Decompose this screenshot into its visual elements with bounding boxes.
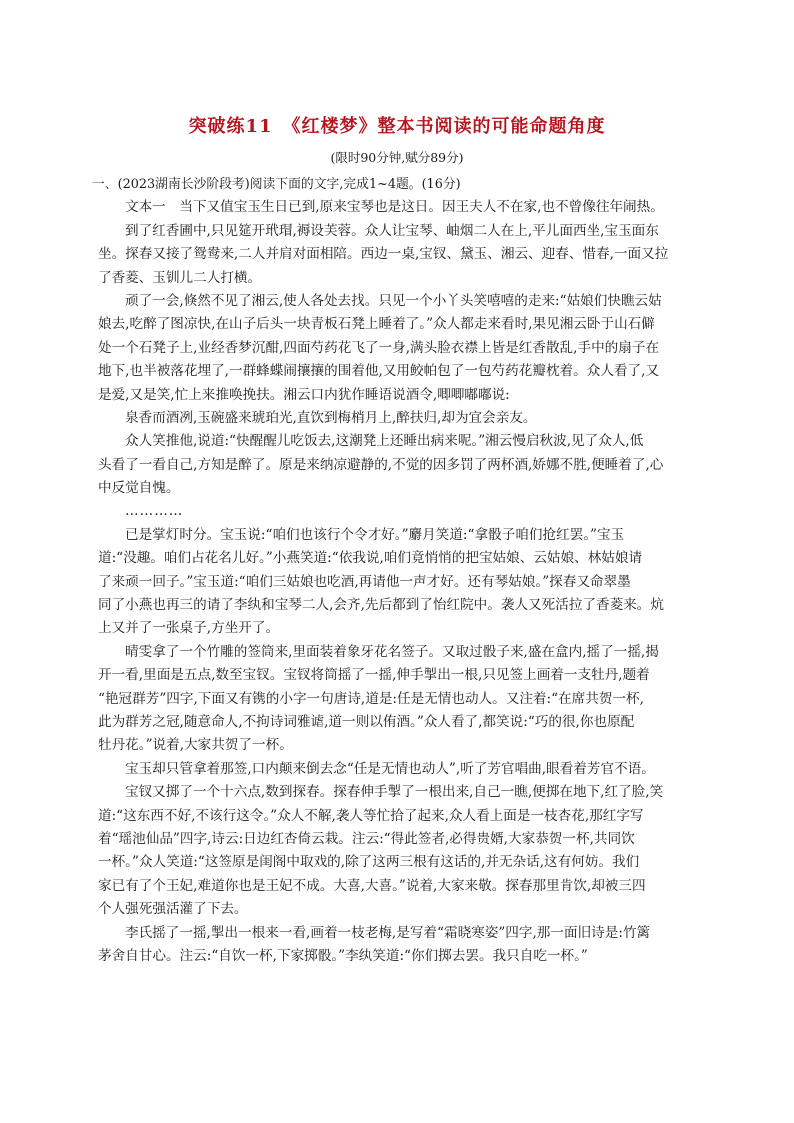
text-line: 道:“这东西不好,不该行这令。”众人不解,袭人等忙拾了起来,众人看上面是一枝杏花,那红字写 <box>98 807 644 824</box>
text-line: 宝玉却只管拿着那签,口内颠来倒去念“任是无情也动人”,听了芳官唱曲,眼看着芳官不语。 <box>125 760 655 777</box>
ellipsis-separator: ………… <box>125 503 184 520</box>
text-line: 同了小燕也再三的请了李纨和宝琴二人,会齐,先后都到了怡红院中。袭人又死活拉了香菱来。炕 <box>98 597 664 614</box>
text-line: 个人强死强活灌了下去。 <box>98 901 248 918</box>
text-line: 中反觉自愧。 <box>98 480 180 497</box>
text-line: 上又并了一张桌子,方坐开了。 <box>98 620 280 637</box>
poem-line: 泉香而酒冽,玉碗盛来琥珀光,直饮到梅梢月上,醉扶归,却为宜会亲友。 <box>125 409 537 426</box>
text-line: 一杯。”众人笑道:“这签原是闺阁中取戏的,除了这两三根有这话的,并无杂话,这有何妨。我们 <box>98 854 640 871</box>
text-line: 李氏摇了一摇,掣出一根来一看,画着一枝老梅,是写着“霜晓寒姿”四字,那一面旧诗是:竹篱 <box>125 924 651 941</box>
text-line: 顽了一会,倏然不见了湘云,使人各处去找。只见一个小丫头笑嘻嘻的走来:“姑娘们快瞧云姑 <box>125 292 662 309</box>
text-line: 文本一 当下又值宝玉生日已到,原来宝琴也是这日。因王夫人不在家,也不曾像往年闹热。 <box>125 199 664 216</box>
text-line: 是爱,又是笑,忙上来推唤挽扶。湘云口内犹作睡语说酒令,唧唧嘟嘟说: <box>98 386 510 403</box>
text-line: 处一个石凳子上,业经香梦沉酣,四面芍药花飞了一身,满头脸衣襟上皆是红香散乱,手中的扇子在 <box>98 339 660 356</box>
text-line: 到了红香圃中,只见筵开玳瑁,褥设芙蓉。众人让宝琴、岫烟二人在上,平儿面西坐,宝玉面东 <box>125 222 659 239</box>
text-line: 晴雯拿了一个竹雕的签筒来,里面装着象牙花名签子。又取过骰子来,盛在盒内,摇了一摇,揭 <box>125 643 659 660</box>
reading-passage <box>92 173 698 968</box>
text-line: 地下,也半被落花埋了,一群蜂蝶闹攘攘的围着他,又用鲛帕包了一包芍药花瓣枕着。众人看了,又 <box>98 363 660 380</box>
text-line: 开一看,里面是五点,数至宝钗。宝钗将筒摇了一摇,伸手掣出一根,只见签上画着一支牡丹,题着 <box>98 667 650 684</box>
text-line: 众人笑推他,说道:“快醒醒儿吃饭去,这潮凳上还睡出病来呢。”湘云慢启秋波,见了众人,低 <box>125 433 644 450</box>
text-line: 宝钗又掷了一个十六点,数到探春。探春伸手掣了一根出来,自己一瞧,便掷在地下,红了脸,笑 <box>125 784 664 801</box>
text-line: 着“瑶池仙品”四字,诗云:日边红杏倚云栽。注云:“得此签者,必得贵婿,大家恭贺一杯,共同饮 <box>98 830 635 847</box>
text-line: 坐。探春又接了鸳鸯来,二人并肩对面相陪。西边一桌,宝钗、黛玉、湘云、迎春、惜春,一面又拉 <box>98 246 669 263</box>
text-line: 道:“没趣。咱们占花名儿好。”小燕笑道:“依我说,咱们竟悄悄的把宝姑娘、云姑娘、林姑娘请 <box>98 550 643 567</box>
text-line: 了来顽一回子。”宝玉道:“咱们三姑娘也吃酒,再请他一声才好。还有琴姑娘。”探春又命翠墨 <box>98 573 631 590</box>
text-line: 已是掌灯时分。宝玉说:“咱们也该行个令才好。”麝月笑道:“拿骰子咱们抢红罢。”宝玉 <box>125 526 625 543</box>
question-header: 一、(2023湖南长沙阶段考)阅读下面的文字,完成1~4题。(16分) <box>92 177 461 192</box>
text-line: 头看了一看自己,方知是醉了。原是来纳凉避静的,不觉的因多罚了两杯酒,娇娜不胜,便睡着了,心 <box>98 456 664 473</box>
text-line: “艳冠群芳”四字,下面又有镌的小字一句唐诗,道是:任是无情也动人。又注着:“在席共贺一杯, <box>98 690 644 707</box>
page-title: 突破练11 《红楼梦》整本书阅读的可能命题角度 <box>188 116 606 137</box>
text-line: 牡丹花。”说着,大家共贺了一杯。 <box>98 737 293 754</box>
text-line: 家已有了个王妃,难道你也是王妃不成。大喜,大喜。”说着,大家来敬。探春那里肯饮,却被三四 <box>98 877 646 894</box>
text-line: 娘去,吃醉了图凉快,在山子后头一块青板石凳上睡着了。”众人都走来看时,果见湘云卧于山石僻 <box>98 316 655 333</box>
text-line: 此为群芳之冠,随意命人,不拘诗词雅谑,道一则以侑酒。”众人看了,都笑说:“巧的很,你也原配 <box>98 713 635 730</box>
text-line: 茅舍自甘心。注云:“自饮一杯,下家掷骰。”李纨笑道:“你们掷去罢。我只自吃一杯。” <box>98 947 588 964</box>
time-limit-note: (限时90分钟,赋分89分) <box>330 150 464 165</box>
text-line: 了香菱、玉钏儿二人打横。 <box>98 269 262 286</box>
